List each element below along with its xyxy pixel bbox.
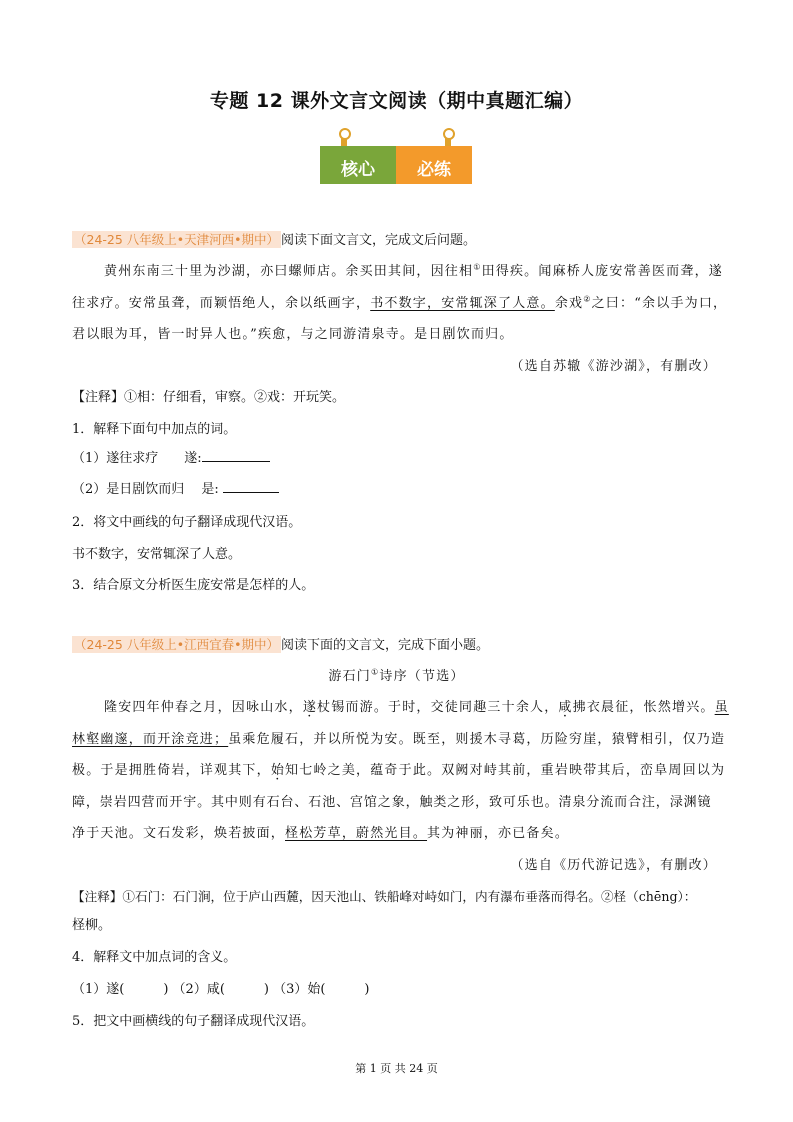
passage2-line2: 林壑幽邃，而开涂竞进；虽乘危履石，并以所悦为安。既至，则援木寻葛，历险穷崖，猿臂相引，仅乃造 [72,732,726,747]
question-1-item-1: （1）遂往求疗 遂: [72,447,270,466]
passage2-line5: 净于天池。文石发彩，焕若披面，柽松芳草，蔚然光目。其为神丽，亦已备矣。 [72,826,570,841]
passage2-line4: 障，崇岩四营而开宇。其中则有石台、石池、宫馆之象，触类之形，致可乐也。清泉分流而合注，渌渊镜 [72,795,712,810]
passage1-citation: （选自苏辙《游沙湖》，有删改） [510,359,717,374]
passage2-header [72,634,489,653]
passage1-notes: 【注释】①相：仔细看，审察。②戏：开玩笑。 [72,390,346,405]
passage2-notes-cont: 柽柳。 [72,918,112,933]
answer-blank[interactable] [223,480,279,493]
passage1-instruction: 阅读下面文言文，完成文后问题。 [281,233,477,248]
badge-left-label: 核心 [341,160,375,180]
passage1-line3: 君以眼为耳，皆一时异人也。”疾愈，与之同游清泉寺。是日剧饮而归。 [72,327,514,342]
answer-blank[interactable] [202,449,270,462]
page-title: 专题 12 课外文言文阅读（期中真题汇编） [209,90,584,112]
question-4-items: （1）遂( ) （2）咸( ) （3）始( ) [72,982,370,997]
question-2: 2．将文中画线的句子翻译成现代汉语。 [72,515,302,530]
passage2-line1: 隆安四年仲春之月，因咏山水，遂杖锡而游。于时，交徒同趣三十余人，咸拂衣晨征，怅然增兴。虽 [104,700,729,715]
passage1-source-tag: （24-25 八年级上•天津河西•期中） [74,232,280,247]
core-practice-badge [320,128,472,186]
question-2-sentence: 书不数字，安常辄深了人意。 [72,547,242,562]
question-1: 1．解释下面句中加点的词。 [72,422,237,437]
badge-right-label: 必练 [417,160,451,180]
question-3: 3．结合原文分析医生庞安常是怎样的人。 [72,578,315,593]
passage2-line3: 极。于是拥胜倚岩，详观其下，始知七岭之美，蕴奇于此。双阙对峙其前，重岩映带其后，峦阜周回以为 [72,763,726,778]
underlined-sentence: 书不数字，安常辄深了人意。 [370,296,555,311]
passage2-notes: 【注释】①石门：石门涧，位于庐山西麓，因天池山、铁船峰对峙如门，内有瀑布垂落而得名。②柽（chēng）： [72,889,697,904]
page-footer: 第 1 页 共 24 页 [355,1062,438,1075]
binder-clip-icon [442,128,454,144]
passage2-instruction: 阅读下面的文言文，完成下面小题。 [281,638,490,653]
question-4: 4．解释文中加点词的含义。 [72,950,237,965]
binder-clip-icon [338,128,350,144]
passage1-line1: 黄州东南三十里为沙湖，亦曰螺师店。余买田其间，因往相①田得疾。闻麻桥人庞安常善医而聋，遂 [104,262,723,279]
question-1-item-2: （2）是日剧饮而归 是: [72,478,279,497]
passage1-line2: 往求疗。安常虽聋，而颖悟绝人，余以纸画字，书不数字，安常辄深了人意。余戏②之曰：“余以手为口， [72,294,728,311]
passage2-citation: （选自《历代游记选》，有删改） [510,858,717,873]
passage1-header [72,229,476,248]
question-5: 5．把文中画横线的句子翻译成现代汉语。 [72,1014,315,1029]
passage2-source-tag: （24-25 八年级上•江西宜春•期中） [74,637,280,652]
passage2-heading: 游石门①诗序（节选） [328,667,465,684]
